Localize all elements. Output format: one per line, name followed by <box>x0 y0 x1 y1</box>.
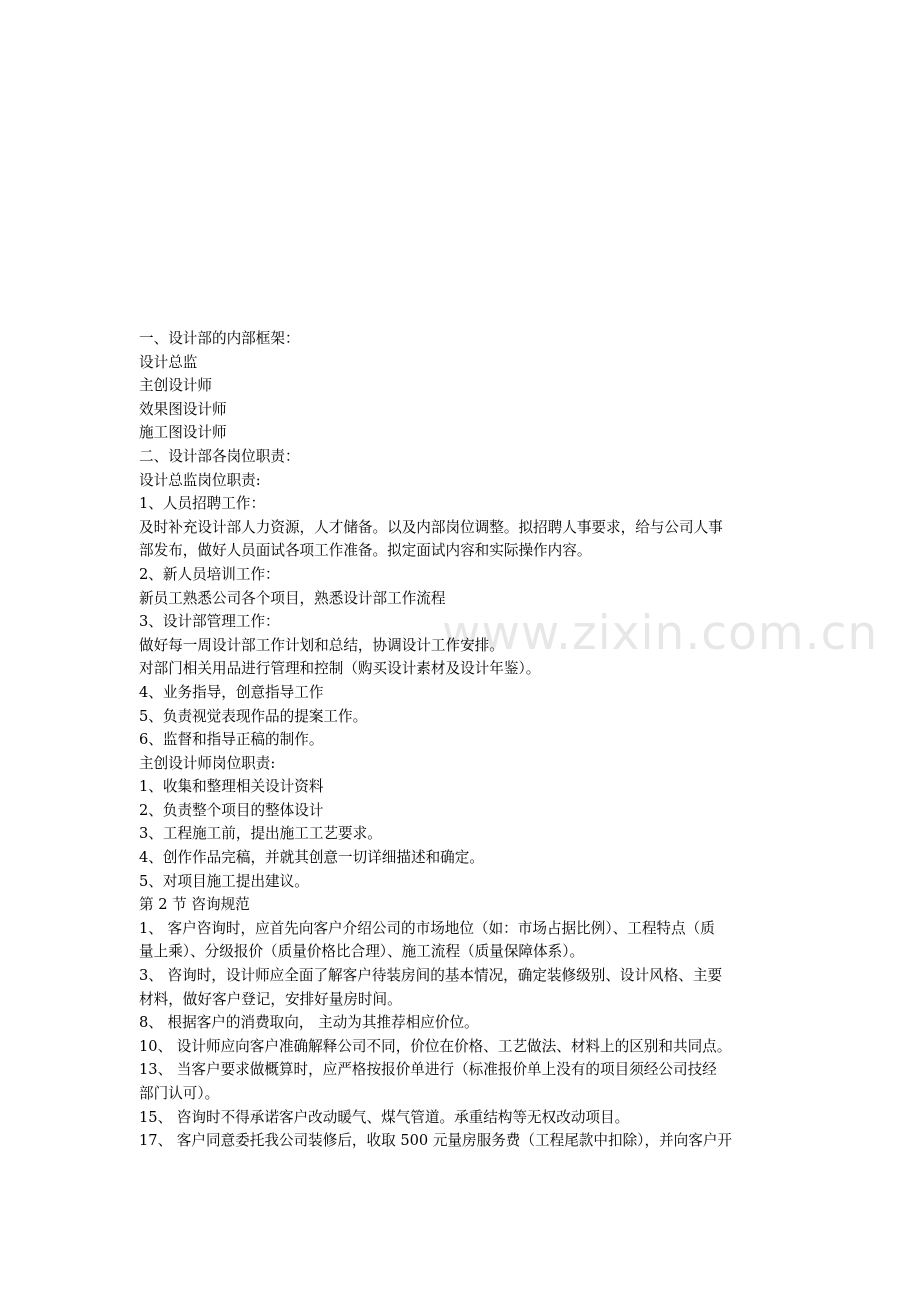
text-line: 做好每一周设计部工作计划和总结，协调设计工作安排。 <box>139 636 504 654</box>
text-line: 4、业务指导，创意指导工作 <box>139 683 324 701</box>
text-line: 一、设计部的内部框架： <box>139 330 300 347</box>
text-line: 3、 咨询时，设计师应全面了解客户待装房间的基本情况，确定装修级别、设计风格、主要 <box>139 967 723 985</box>
text-line: 4、创作作品完稿，并就其创意一切详细描述和确定。 <box>139 849 484 867</box>
text-line: 部发布，做好人员面试各项工作准备。拟定面试内容和实际操作内容。 <box>139 542 592 560</box>
text-line: 6、监督和指导正稿的制作。 <box>139 731 324 749</box>
text-line: 对部门相关用品进行管理和控制（购买设计素材及设计年鉴）。 <box>139 660 541 678</box>
text-line: 3、工程施工前，提出施工工艺要求。 <box>139 825 382 843</box>
text-line: 量上乘）、分级报价（质量价格比合理）、施工流程（质量保障体系）。 <box>139 943 585 961</box>
text-line: 主创设计师 <box>139 377 212 395</box>
text-line: 及时补充设计部人力资源，人才储备。以及内部岗位调整。拟招聘人事要求，给与公司人事 <box>139 518 723 536</box>
text-line: 二、设计部各岗位职责： <box>139 447 300 465</box>
text-line: 1、人员招聘工作： <box>139 495 266 513</box>
watermark: www.zixin.com.cn <box>442 606 879 661</box>
text-line: 第 2 节 咨询规范 <box>139 896 250 914</box>
text-line: 5、对项目施工提出建议。 <box>139 872 309 890</box>
text-line: 1、 客户咨询时，应首先向客户介绍公司的市场地位（如：市场占据比例）、工程特点（质 <box>139 919 715 937</box>
text-line: 13、 当客户要求做概算时，应严格按报价单进行（标准报价单上没有的项目须经公司技经 <box>139 1061 717 1079</box>
text-line: 2、负责整个项目的整体设计 <box>139 801 324 819</box>
text-line: 新员工熟悉公司各个项目，熟悉设计部工作流程 <box>139 589 446 607</box>
text-line: 3、设计部管理工作： <box>139 613 280 631</box>
text-line: 1、收集和整理相关设计资料 <box>139 778 324 796</box>
text-line: 5、负责视觉表现作品的提案工作。 <box>139 707 368 725</box>
text-line: 部门认可）。 <box>139 1085 220 1102</box>
text-line: 设计总监 <box>139 353 198 371</box>
text-line: 施工图设计师 <box>139 424 227 442</box>
text-line: 主创设计师岗位职责: <box>139 754 276 772</box>
text-line: 效果图设计师 <box>139 400 227 418</box>
text-line: 材料，做好客户登记，安排好量房时间。 <box>139 990 402 1008</box>
text-line: 2、新人员培训工作： <box>139 565 280 583</box>
text-line: 8、 根据客户的消费取向， 主动为其推荐相应价位。 <box>139 1014 479 1032</box>
text-line: 15、 咨询时不得承诺客户改动暖气、煤气管道。承重结构等无权改动项目。 <box>139 1108 630 1126</box>
text-line: 设计总监岗位职责: <box>139 471 261 489</box>
text-line: 10、 设计师应向客户准确解释公司不同，价位在价格、工艺做法、材料上的区别和共同点。 <box>139 1037 732 1055</box>
document-body <box>139 327 789 1153</box>
text-line: 17、 客户同意委托我公司装修后，收取 500 元量房服务费（工程尾款中扣除），并向客户开 <box>139 1132 733 1150</box>
